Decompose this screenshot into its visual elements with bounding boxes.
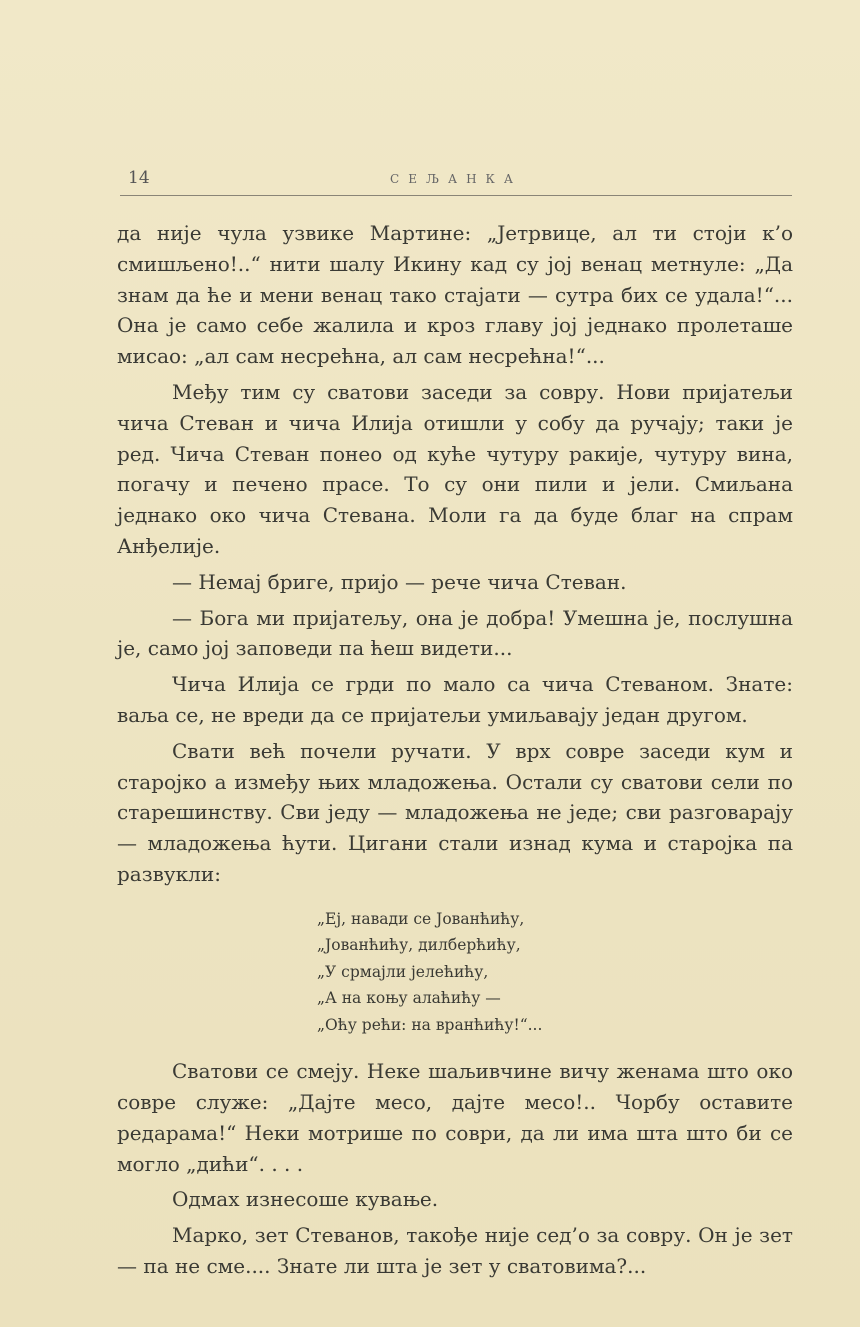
verse-line: „Еј, навади се Јованћићу, xyxy=(317,909,525,928)
paragraph: да није чула узвике Мартине: „Јетрвице, ал ти стоји к’о смишљено!..“ нити шалу Икину кад су јој венац метнуле: „Да знам да ће и мени венац тако стајати — сутра бих се удала!“... Она је само себе жалила и кроз главу јој једнако пролеташе мисао: „ал сам несрећна, ал сам несрећна!“... xyxy=(117,221,793,369)
running-title: СЕЉАНКА xyxy=(390,172,522,186)
header-rule xyxy=(120,195,792,196)
paragraph: Међу тим су сватови заседи за совру. Нови пријатељи чича Стеван и чича Илија отишли у собу да ручају; таки је ред. Чича Стеван понео од куће чутуру ракије, чутуру вина, погачу и печено прасе. То су они пили и јели. Смиљана једнако око чича Стевана. Моли га да буде благ на спрам Анђелије. xyxy=(117,379,793,558)
paragraph: Марко, зет Стеванов, такође није сед’о за совру. Он је зет — па не сме.... Знате ли шта је зет у сватовима?... xyxy=(117,1223,793,1279)
verse-line: „Јованћићу, дилберћићу, xyxy=(317,936,521,955)
body-text xyxy=(117,218,793,1282)
paragraph: — Немај бриге, пријо — рече чича Стеван. xyxy=(172,569,627,594)
verse-line: „У срмајли јелећићу, xyxy=(317,962,489,981)
verse-line: „Оћу рећи: на вранћићу!“... xyxy=(317,1015,543,1034)
paragraph: Одмах изнесоше кување. xyxy=(172,1187,439,1212)
song-verse xyxy=(317,906,793,1039)
page-number: 14 xyxy=(128,168,150,188)
page-header xyxy=(120,168,792,196)
paragraph: Сватови се смеју. Неке шаљивчине вичу женама што око совре служе: „Дајте месо, дајте месо!.. Чорбу оставите редарама!“ Неки мотрише по соври, да ли има шта што би се могло „дићи“. . . . xyxy=(117,1059,793,1176)
verse-line: „А на коњу алаћићу — xyxy=(317,989,501,1008)
paragraph: Свати већ почели ручати. У врх совре заседи кум и старојко а између њих младожења. Остали су сватови сели по старешинству. Сви једу — младожења не једе; сви разговарају — младожења ћути. Цигани стали изнад кума и старојка па развукли: xyxy=(117,738,793,886)
paragraph: Чича Илија се грди по мало са чича Стеваном. Знате: ваља се, не вреди да се пријатељи умиљавају један другом. xyxy=(117,672,793,727)
paragraph: — Бога ми пријатељу, она је добра! Умешна је, послушна је, само јој заповеди па ћеш видети... xyxy=(117,605,793,661)
